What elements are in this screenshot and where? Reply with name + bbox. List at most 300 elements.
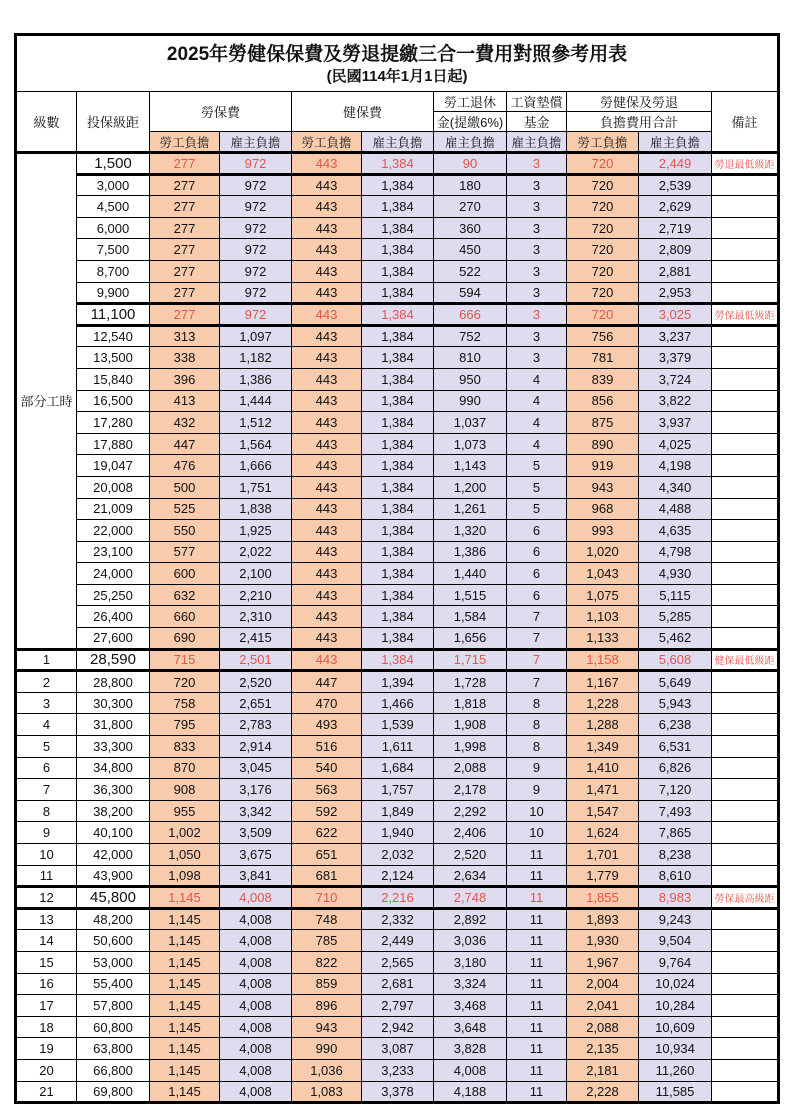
cell-labor-insurance-employer: 4,008 (220, 1059, 292, 1081)
cell-health-insurance-employer: 2,332 (362, 908, 434, 930)
cell-health-insurance-employer: 1,384 (362, 260, 434, 282)
page-subtitle: (民國114年1月1日起) (326, 68, 468, 86)
cell-wage-fund-employer: 3 (507, 153, 567, 175)
cell-labor-insurance-employee: 1,050 (150, 844, 220, 866)
cell-total-employee: 2,228 (567, 1081, 639, 1103)
table-row (16, 260, 779, 282)
cell-health-insurance-employer: 1,384 (362, 584, 434, 606)
cell-pension-employer: 360 (434, 217, 507, 239)
cell-pension-employer: 4,008 (434, 1059, 507, 1081)
cell-wage-fund-employer: 3 (507, 282, 567, 304)
table-title-block (16, 35, 779, 92)
cell-bracket: 33,300 (77, 736, 150, 758)
cell-wage-fund-employer: 11 (507, 1038, 567, 1060)
cell-level: 20 (16, 1059, 77, 1081)
cell-total-employer: 5,608 (639, 649, 712, 671)
cell-wage-fund-employer: 10 (507, 822, 567, 844)
cell-health-insurance-employer: 1,757 (362, 779, 434, 801)
cell-labor-insurance-employer: 1,386 (220, 368, 292, 390)
cell-health-insurance-employee: 443 (292, 433, 362, 455)
cell-level: 2 (16, 671, 77, 693)
cell-total-employee: 720 (567, 239, 639, 261)
cell-total-employee: 839 (567, 368, 639, 390)
header-labor-employee: 勞工負擔 (150, 132, 220, 153)
cell-pension-employer: 1,320 (434, 520, 507, 542)
cell-pension-employer: 2,634 (434, 865, 507, 887)
cell-bracket: 24,000 (77, 563, 150, 585)
cell-health-insurance-employee: 443 (292, 390, 362, 412)
cell-pension-employer: 1,440 (434, 563, 507, 585)
cell-labor-insurance-employer: 2,501 (220, 649, 292, 671)
header-level: 級數 (16, 92, 77, 153)
cell-remark (712, 325, 779, 347)
cell-labor-insurance-employer: 4,008 (220, 951, 292, 973)
cell-health-insurance-employee: 443 (292, 563, 362, 585)
cell-labor-insurance-employee: 1,145 (150, 995, 220, 1017)
cell-remark (712, 779, 779, 801)
cell-remark (712, 455, 779, 477)
cell-wage-fund-employer: 11 (507, 865, 567, 887)
cell-health-insurance-employee: 443 (292, 174, 362, 196)
cell-total-employee: 756 (567, 325, 639, 347)
cell-health-insurance-employer: 1,384 (362, 325, 434, 347)
cell-total-employee: 1,020 (567, 541, 639, 563)
cell-labor-insurance-employer: 2,783 (220, 714, 292, 736)
table-row (16, 325, 779, 347)
table-row (16, 433, 779, 455)
cell-wage-fund-employer: 3 (507, 304, 567, 326)
cell-total-employee: 720 (567, 196, 639, 218)
cell-pension-employer: 2,292 (434, 800, 507, 822)
cell-wage-fund-employer: 5 (507, 498, 567, 520)
cell-remark (712, 584, 779, 606)
cell-bracket: 22,000 (77, 520, 150, 542)
cell-health-insurance-employee: 896 (292, 995, 362, 1017)
cell-wage-fund-employer: 9 (507, 779, 567, 801)
cell-labor-insurance-employer: 1,182 (220, 347, 292, 369)
cell-health-insurance-employee: 443 (292, 347, 362, 369)
cell-remark (712, 390, 779, 412)
header-row-1 (16, 92, 779, 112)
cell-bracket: 34,800 (77, 757, 150, 779)
cell-health-insurance-employer: 3,087 (362, 1038, 434, 1060)
cell-pension-employer: 2,520 (434, 844, 507, 866)
cell-wage-fund-employer: 6 (507, 520, 567, 542)
cell-total-employer: 4,025 (639, 433, 712, 455)
cell-pension-employer: 2,892 (434, 908, 507, 930)
cell-total-employee: 1,158 (567, 649, 639, 671)
header-health-insurance: 健保費 (292, 92, 434, 132)
cell-pension-employer: 810 (434, 347, 507, 369)
cell-level: 6 (16, 757, 77, 779)
cell-health-insurance-employer: 1,384 (362, 412, 434, 434)
cell-remark (712, 1016, 779, 1038)
cell-total-employer: 6,238 (639, 714, 712, 736)
cell-health-insurance-employer: 1,384 (362, 196, 434, 218)
header-labor-employer: 雇主負擔 (220, 132, 292, 153)
table-row (16, 174, 779, 196)
cell-health-insurance-employer: 1,384 (362, 153, 434, 175)
cell-pension-employer: 950 (434, 368, 507, 390)
cell-bracket: 36,300 (77, 779, 150, 801)
cell-pension-employer: 180 (434, 174, 507, 196)
cell-total-employee: 1,133 (567, 628, 639, 650)
cell-total-employer: 5,462 (639, 628, 712, 650)
table-row (16, 1059, 779, 1081)
cell-health-insurance-employer: 1,384 (362, 520, 434, 542)
cell-labor-insurance-employer: 1,564 (220, 433, 292, 455)
cell-labor-insurance-employee: 600 (150, 563, 220, 585)
cell-health-insurance-employee: 1,083 (292, 1081, 362, 1103)
cell-health-insurance-employee: 443 (292, 217, 362, 239)
cell-health-insurance-employer: 1,384 (362, 541, 434, 563)
cell-wage-fund-employer: 7 (507, 628, 567, 650)
cell-health-insurance-employee: 443 (292, 153, 362, 175)
cell-total-employer: 7,493 (639, 800, 712, 822)
cell-labor-insurance-employer: 2,210 (220, 584, 292, 606)
cell-health-insurance-employee: 443 (292, 498, 362, 520)
cell-remark (712, 930, 779, 952)
cell-bracket: 4,500 (77, 196, 150, 218)
table-body (16, 153, 779, 1103)
cell-total-employer: 10,609 (639, 1016, 712, 1038)
cell-labor-insurance-employee: 277 (150, 304, 220, 326)
cell-total-employer: 5,115 (639, 584, 712, 606)
cell-total-employer: 9,764 (639, 951, 712, 973)
cell-health-insurance-employer: 2,565 (362, 951, 434, 973)
table-row (16, 779, 779, 801)
cell-labor-insurance-employee: 660 (150, 606, 220, 628)
cell-pension-employer: 1,037 (434, 412, 507, 434)
cell-health-insurance-employee: 516 (292, 736, 362, 758)
cell-labor-insurance-employee: 1,098 (150, 865, 220, 887)
table-row (16, 714, 779, 736)
header-wage-fund-employer: 雇主負擔 (507, 132, 567, 153)
cell-total-employee: 1,967 (567, 951, 639, 973)
cell-pension-employer: 1,656 (434, 628, 507, 650)
cell-wage-fund-employer: 3 (507, 260, 567, 282)
cell-health-insurance-employer: 1,384 (362, 649, 434, 671)
cell-total-employer: 9,504 (639, 930, 712, 952)
fee-table (14, 33, 780, 1104)
cell-total-employee: 1,075 (567, 584, 639, 606)
cell-health-insurance-employer: 1,394 (362, 671, 434, 693)
cell-total-employee: 1,471 (567, 779, 639, 801)
cell-labor-insurance-employer: 4,008 (220, 930, 292, 952)
cell-remark (712, 498, 779, 520)
cell-health-insurance-employee: 990 (292, 1038, 362, 1060)
cell-health-insurance-employer: 2,681 (362, 973, 434, 995)
cell-total-employer: 3,937 (639, 412, 712, 434)
cell-health-insurance-employer: 1,384 (362, 304, 434, 326)
cell-wage-fund-employer: 3 (507, 196, 567, 218)
cell-labor-insurance-employer: 4,008 (220, 1081, 292, 1103)
cell-total-employer: 5,943 (639, 692, 712, 714)
cell-pension-employer: 1,515 (434, 584, 507, 606)
table-row (16, 541, 779, 563)
cell-pension-employer: 3,468 (434, 995, 507, 1017)
cell-bracket: 19,047 (77, 455, 150, 477)
cell-level: 8 (16, 800, 77, 822)
cell-labor-insurance-employee: 277 (150, 174, 220, 196)
table-row (16, 995, 779, 1017)
cell-wage-fund-employer: 8 (507, 736, 567, 758)
table-row (16, 671, 779, 693)
cell-level: 16 (16, 973, 77, 995)
cell-total-employee: 720 (567, 217, 639, 239)
cell-remark (712, 174, 779, 196)
page-title: 2025年勞健保保費及勞退提繳三合一費用對照參考用表 (166, 44, 628, 66)
cell-total-employer: 5,285 (639, 606, 712, 628)
cell-bracket: 60,800 (77, 1016, 150, 1038)
cell-labor-insurance-employee: 413 (150, 390, 220, 412)
cell-total-employee: 1,228 (567, 692, 639, 714)
cell-pension-employer: 1,998 (434, 736, 507, 758)
cell-labor-insurance-employer: 1,444 (220, 390, 292, 412)
cell-bracket: 25,250 (77, 584, 150, 606)
header-pension-line1: 勞工退休 (434, 92, 507, 112)
cell-total-employee: 1,410 (567, 757, 639, 779)
table-row (16, 649, 779, 671)
cell-total-employee: 1,624 (567, 822, 639, 844)
cell-remark (712, 692, 779, 714)
table-row (16, 973, 779, 995)
cell-remark (712, 671, 779, 693)
cell-labor-insurance-employee: 1,145 (150, 1059, 220, 1081)
cell-wage-fund-employer: 5 (507, 476, 567, 498)
table-row (16, 498, 779, 520)
header-health-employee: 勞工負擔 (292, 132, 362, 153)
cell-total-employer: 7,120 (639, 779, 712, 801)
cell-labor-insurance-employer: 3,675 (220, 844, 292, 866)
cell-labor-insurance-employee: 1,145 (150, 973, 220, 995)
cell-bracket: 20,008 (77, 476, 150, 498)
cell-pension-employer: 666 (434, 304, 507, 326)
cell-health-insurance-employer: 1,684 (362, 757, 434, 779)
cell-health-insurance-employee: 443 (292, 628, 362, 650)
cell-health-insurance-employee: 443 (292, 368, 362, 390)
table-row (16, 368, 779, 390)
cell-labor-insurance-employer: 3,509 (220, 822, 292, 844)
cell-health-insurance-employer: 1,384 (362, 476, 434, 498)
table-row (16, 628, 779, 650)
cell-labor-insurance-employee: 870 (150, 757, 220, 779)
cell-labor-insurance-employee: 1,145 (150, 887, 220, 909)
cell-remark (712, 995, 779, 1017)
table-row (16, 347, 779, 369)
cell-total-employee: 720 (567, 282, 639, 304)
cell-total-employer: 8,983 (639, 887, 712, 909)
header-total-employee: 勞工負擔 (567, 132, 639, 153)
cell-health-insurance-employer: 2,124 (362, 865, 434, 887)
cell-total-employee: 875 (567, 412, 639, 434)
cell-bracket: 42,000 (77, 844, 150, 866)
cell-health-insurance-employee: 443 (292, 282, 362, 304)
table-row (16, 930, 779, 952)
cell-wage-fund-employer: 8 (507, 692, 567, 714)
cell-labor-insurance-employer: 972 (220, 304, 292, 326)
cell-total-employee: 1,103 (567, 606, 639, 628)
cell-pension-employer: 450 (434, 239, 507, 261)
cell-labor-insurance-employee: 500 (150, 476, 220, 498)
cell-remark (712, 1038, 779, 1060)
cell-total-employer: 2,953 (639, 282, 712, 304)
cell-total-employee: 856 (567, 390, 639, 412)
cell-remark (712, 844, 779, 866)
table-row (16, 757, 779, 779)
cell-labor-insurance-employer: 972 (220, 217, 292, 239)
cell-remark (712, 368, 779, 390)
cell-level: 12 (16, 887, 77, 909)
cell-labor-insurance-employee: 758 (150, 692, 220, 714)
cell-remark (712, 347, 779, 369)
cell-remark (712, 563, 779, 585)
table-row (16, 476, 779, 498)
cell-labor-insurance-employee: 908 (150, 779, 220, 801)
cell-total-employer: 9,243 (639, 908, 712, 930)
cell-bracket: 48,200 (77, 908, 150, 930)
cell-health-insurance-employee: 443 (292, 520, 362, 542)
table-row (16, 584, 779, 606)
cell-bracket: 8,700 (77, 260, 150, 282)
cell-health-insurance-employee: 493 (292, 714, 362, 736)
cell-remark (712, 520, 779, 542)
cell-wage-fund-employer: 7 (507, 649, 567, 671)
cell-wage-fund-employer: 3 (507, 239, 567, 261)
cell-health-insurance-employee: 443 (292, 455, 362, 477)
cell-bracket: 38,200 (77, 800, 150, 822)
cell-labor-insurance-employer: 4,008 (220, 1038, 292, 1060)
cell-total-employer: 6,826 (639, 757, 712, 779)
cell-remark (712, 1059, 779, 1081)
cell-bracket: 17,880 (77, 433, 150, 455)
header-pension-employer: 雇主負擔 (434, 132, 507, 153)
cell-total-employee: 781 (567, 347, 639, 369)
cell-level: 7 (16, 779, 77, 801)
cell-total-employer: 11,260 (639, 1059, 712, 1081)
cell-pension-employer: 3,324 (434, 973, 507, 995)
cell-labor-insurance-employer: 2,651 (220, 692, 292, 714)
cell-health-insurance-employer: 1,384 (362, 368, 434, 390)
cell-labor-insurance-employer: 1,925 (220, 520, 292, 542)
cell-bracket: 9,900 (77, 282, 150, 304)
cell-total-employee: 890 (567, 433, 639, 455)
cell-labor-insurance-employer: 972 (220, 282, 292, 304)
cell-health-insurance-employer: 1,384 (362, 390, 434, 412)
cell-labor-insurance-employer: 972 (220, 174, 292, 196)
cell-wage-fund-employer: 11 (507, 908, 567, 930)
cell-health-insurance-employee: 443 (292, 606, 362, 628)
cell-wage-fund-employer: 11 (507, 1059, 567, 1081)
cell-total-employee: 720 (567, 304, 639, 326)
cell-labor-insurance-employee: 447 (150, 433, 220, 455)
cell-bracket: 66,800 (77, 1059, 150, 1081)
cell-pension-employer: 3,828 (434, 1038, 507, 1060)
cell-level: 9 (16, 822, 77, 844)
cell-bracket: 26,400 (77, 606, 150, 628)
cell-wage-fund-employer: 11 (507, 995, 567, 1017)
cell-level: 4 (16, 714, 77, 736)
cell-labor-insurance-employer: 2,914 (220, 736, 292, 758)
cell-bracket: 13,500 (77, 347, 150, 369)
cell-labor-insurance-employee: 277 (150, 153, 220, 175)
cell-health-insurance-employer: 1,384 (362, 628, 434, 650)
cell-health-insurance-employee: 443 (292, 196, 362, 218)
cell-health-insurance-employer: 2,032 (362, 844, 434, 866)
cell-total-employee: 1,779 (567, 865, 639, 887)
cell-labor-insurance-employer: 4,008 (220, 995, 292, 1017)
cell-total-employer: 3,822 (639, 390, 712, 412)
cell-health-insurance-employee: 443 (292, 239, 362, 261)
cell-wage-fund-employer: 5 (507, 455, 567, 477)
cell-total-employer: 10,934 (639, 1038, 712, 1060)
cell-total-employee: 1,167 (567, 671, 639, 693)
header-labor-insurance: 勞保費 (150, 92, 292, 132)
cell-bracket: 17,280 (77, 412, 150, 434)
cell-bracket: 11,100 (77, 304, 150, 326)
cell-health-insurance-employer: 3,233 (362, 1059, 434, 1081)
cell-labor-insurance-employee: 277 (150, 196, 220, 218)
cell-remark (712, 908, 779, 930)
cell-wage-fund-employer: 11 (507, 1081, 567, 1103)
cell-pension-employer: 1,728 (434, 671, 507, 693)
cell-remark (712, 714, 779, 736)
cell-bracket: 31,800 (77, 714, 150, 736)
cell-level: 14 (16, 930, 77, 952)
cell-labor-insurance-employee: 715 (150, 649, 220, 671)
table-row (16, 908, 779, 930)
table-row (16, 153, 779, 175)
table-row (16, 800, 779, 822)
cell-bracket: 69,800 (77, 1081, 150, 1103)
cell-level: 21 (16, 1081, 77, 1103)
cell-pension-employer: 990 (434, 390, 507, 412)
cell-health-insurance-employee: 859 (292, 973, 362, 995)
cell-labor-insurance-employer: 4,008 (220, 1016, 292, 1038)
header-total-line1: 勞健保及勞退 (567, 92, 712, 112)
cell-bracket: 50,600 (77, 930, 150, 952)
cell-total-employer: 4,488 (639, 498, 712, 520)
cell-health-insurance-employee: 785 (292, 930, 362, 952)
cell-labor-insurance-employer: 972 (220, 260, 292, 282)
cell-pension-employer: 2,406 (434, 822, 507, 844)
cell-pension-employer: 3,036 (434, 930, 507, 952)
cell-total-employee: 720 (567, 174, 639, 196)
cell-total-employee: 1,043 (567, 563, 639, 585)
cell-pension-employer: 2,748 (434, 887, 507, 909)
cell-pension-employer: 2,178 (434, 779, 507, 801)
cell-health-insurance-employer: 1,384 (362, 455, 434, 477)
cell-labor-insurance-employee: 795 (150, 714, 220, 736)
cell-bracket: 7,500 (77, 239, 150, 261)
cell-health-insurance-employee: 622 (292, 822, 362, 844)
cell-health-insurance-employee: 563 (292, 779, 362, 801)
cell-labor-insurance-employer: 4,008 (220, 908, 292, 930)
cell-wage-fund-employer: 3 (507, 174, 567, 196)
cell-wage-fund-employer: 4 (507, 390, 567, 412)
cell-wage-fund-employer: 11 (507, 887, 567, 909)
cell-labor-insurance-employer: 972 (220, 239, 292, 261)
cell-labor-insurance-employer: 972 (220, 196, 292, 218)
cell-health-insurance-employer: 1,849 (362, 800, 434, 822)
cell-wage-fund-employer: 6 (507, 541, 567, 563)
cell-total-employer: 5,649 (639, 671, 712, 693)
cell-total-employee: 1,893 (567, 908, 639, 930)
cell-total-employer: 2,881 (639, 260, 712, 282)
cell-total-employer: 4,340 (639, 476, 712, 498)
cell-labor-insurance-employee: 525 (150, 498, 220, 520)
table-row (16, 1038, 779, 1060)
